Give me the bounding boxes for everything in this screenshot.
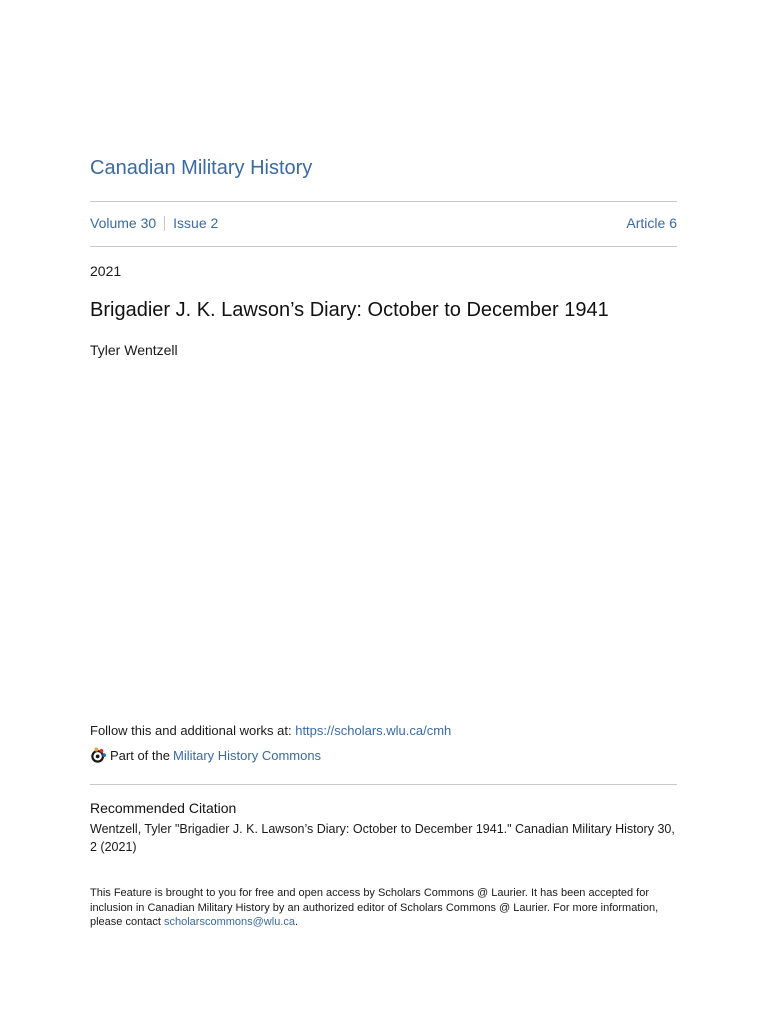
part-of-label: Part of the	[110, 748, 170, 763]
access-notice-end: .	[295, 916, 299, 928]
issue-bar	[90, 214, 677, 232]
citation-text: Wentzell, Tyler "Brigadier J. K. Lawson’s Diary: October to December 1941." Canadian Military History 30, 2 (2021)	[90, 822, 675, 854]
contact-email-link[interactable]: scholarscommons@wlu.ca	[164, 916, 295, 928]
publication-year: 2021	[90, 263, 122, 279]
issue-link[interactable]: Issue 2	[173, 215, 219, 231]
collection-url-link[interactable]: https://scholars.wlu.ca/cmh	[295, 723, 452, 738]
recommended-citation-heading: Recommended Citation	[90, 800, 237, 816]
military-history-commons-link[interactable]: Military History Commons	[172, 748, 322, 763]
article-title: Brigadier J. K. Lawson’s Diary: October to December 1941	[90, 299, 609, 321]
volume-issue-separator	[164, 216, 165, 231]
network-commons-icon	[90, 747, 107, 764]
follow-label: Follow this and additional works at:	[90, 723, 296, 738]
follow-line	[90, 723, 451, 738]
access-notice-text: This Feature is brought to you for free and open access by Scholars Commons @ Laurier. It has been accepted for inclusion in Canadian Military History by an authorized editor of Scholars Commons @ Laurier. For more information, please contact	[90, 887, 659, 928]
volume-link[interactable]: Volume 30	[90, 215, 157, 231]
divider-top	[90, 201, 677, 202]
journal-title[interactable]: Canadian Military History	[90, 157, 313, 179]
access-notice	[90, 886, 680, 930]
divider-citation	[90, 784, 677, 785]
part-of-line	[90, 747, 321, 764]
volume-issue-group	[90, 215, 218, 231]
divider-issue	[90, 246, 677, 247]
author-name: Tyler Wentzell	[90, 342, 178, 358]
article-number-link[interactable]: Article 6	[626, 215, 677, 231]
